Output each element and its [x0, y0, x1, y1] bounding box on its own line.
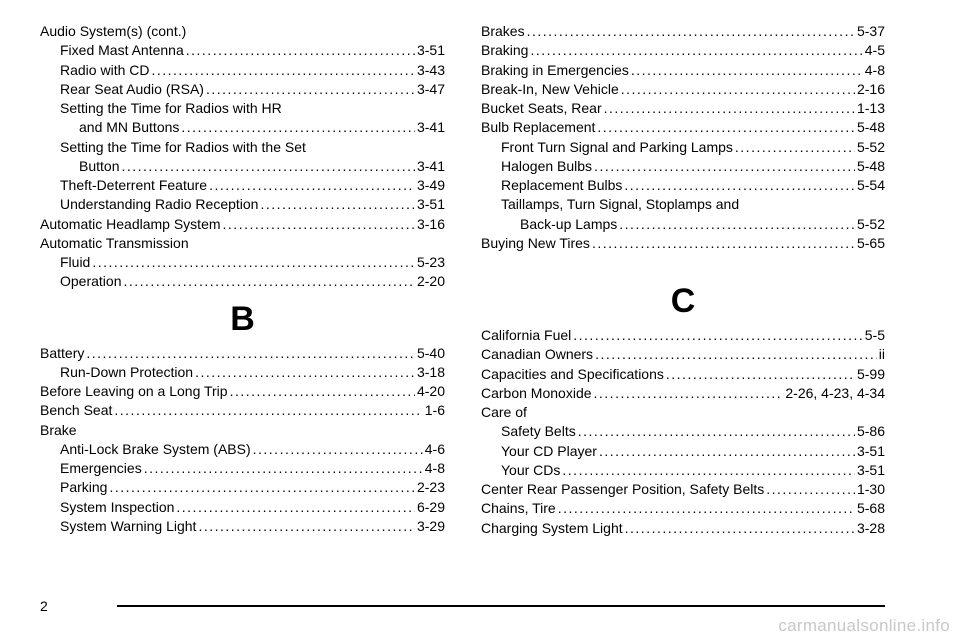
- index-heading: [40, 234, 445, 253]
- leader-dots: [631, 61, 863, 80]
- entry-text: Automatic Transmission: [40, 234, 189, 251]
- entry-page: 5-65: [856, 234, 885, 251]
- leader-dots: [121, 157, 414, 176]
- leader-dots: [253, 440, 423, 459]
- index-entry: [40, 478, 445, 497]
- leader-dots: [594, 157, 855, 176]
- leader-dots: [230, 382, 415, 401]
- entry-page: 2-20: [416, 273, 445, 290]
- entry-text: and MN Buttons: [79, 119, 180, 136]
- index-heading: [40, 138, 445, 157]
- entry-page: 4-8: [424, 460, 445, 476]
- entry-page: 1-30: [856, 481, 885, 497]
- entry-text: Chains, Tire: [481, 500, 556, 517]
- entry-page: 6-29: [416, 498, 445, 515]
- entry-text: Run-Down Protection: [60, 363, 194, 380]
- index-entry: [40, 401, 445, 420]
- index-entry: [40, 215, 445, 234]
- entry-text: Audio System(s) (cont.): [40, 23, 187, 39]
- index-heading: [40, 22, 445, 41]
- entry-page: 3-51: [416, 42, 445, 59]
- entry-text: Bench Seat: [40, 402, 113, 419]
- entry-page: 5-23: [416, 254, 445, 270]
- entry-page: 3-51: [416, 196, 445, 213]
- entry-text: Rear Seat Audio (RSA): [60, 80, 204, 97]
- entry-page: 5-52: [856, 138, 885, 155]
- index-entry: [40, 157, 445, 176]
- leader-dots: [114, 401, 422, 420]
- entry-page: 5-86: [856, 423, 885, 440]
- index-entry: [481, 365, 885, 384]
- entry-text: Understanding Radio Reception: [60, 196, 259, 213]
- entry-text: Break-In, New Vehicle: [481, 80, 619, 97]
- leader-dots: [578, 422, 855, 441]
- entry-text: Center Rear Passenger Position, Safety Belts: [481, 481, 765, 497]
- index-entry: [481, 157, 885, 176]
- entry-text: Operation: [60, 273, 122, 290]
- leader-dots: [209, 176, 415, 195]
- entry-page: 3-51: [856, 461, 885, 478]
- footer-rule: [117, 605, 885, 607]
- entry-page: 1-13: [856, 100, 885, 116]
- entry-page: 4-5: [864, 42, 885, 59]
- entry-text: Setting the Time for Radios with HR: [60, 100, 282, 116]
- page-number: 2: [40, 598, 48, 614]
- entry-text: Emergencies: [60, 460, 142, 476]
- entry-text: Braking in Emergencies: [481, 61, 629, 78]
- entry-page: 5-48: [856, 157, 885, 174]
- index-entry: [40, 363, 445, 382]
- entry-text: System Inspection: [60, 498, 175, 515]
- leader-dots: [604, 99, 855, 118]
- index-entry: [40, 118, 445, 137]
- index-entry: [481, 422, 885, 441]
- leader-dots: [109, 478, 415, 497]
- index-entry: [481, 61, 885, 80]
- leader-dots: [223, 215, 415, 234]
- entry-text: Charging System Light: [481, 519, 623, 536]
- section-gap: [481, 253, 885, 274]
- entry-page: 3-41: [416, 157, 445, 174]
- index-heading: [40, 99, 445, 118]
- leader-dots: [619, 215, 855, 234]
- entry-page: 4-8: [864, 61, 885, 78]
- index-entry: [481, 22, 885, 41]
- entry-text: Anti-Lock Brake System (ABS): [60, 440, 251, 457]
- entry-page: 3-28: [856, 519, 885, 536]
- index-entry: [40, 272, 445, 291]
- entry-text: Care of: [481, 404, 527, 420]
- index-entry: [481, 480, 885, 499]
- index-entry: [481, 99, 885, 118]
- leader-dots: [624, 176, 855, 195]
- leader-dots: [198, 517, 415, 536]
- entry-text: Radio with CD: [60, 61, 150, 78]
- index-entry: [481, 499, 885, 518]
- index-entry: [481, 176, 885, 195]
- entry-page: 5-48: [856, 119, 885, 136]
- entry-text: Carbon Monoxide: [481, 384, 592, 401]
- leader-dots: [206, 80, 415, 99]
- leader-dots: [592, 234, 855, 253]
- leader-dots: [625, 519, 855, 538]
- leader-dots: [186, 41, 415, 60]
- entry-page: 5-37: [856, 23, 885, 39]
- index-entry: [40, 41, 445, 60]
- index-entry: [40, 459, 445, 478]
- leader-dots: [599, 442, 855, 461]
- index-entry: [481, 41, 885, 60]
- entry-text: Buying New Tires: [481, 234, 590, 251]
- entry-page: 3-29: [416, 517, 445, 534]
- entry-text: Theft-Deterrent Feature: [60, 177, 208, 193]
- leader-dots: [597, 118, 855, 137]
- entry-text: System Warning Light: [60, 517, 197, 534]
- leader-dots: [176, 498, 415, 517]
- index-entry: [481, 80, 885, 99]
- index-heading: [481, 403, 885, 422]
- entry-text: Fixed Mast Antenna: [60, 42, 184, 59]
- leader-dots: [195, 363, 415, 382]
- leader-dots: [573, 326, 863, 345]
- entry-page: 5-52: [856, 215, 885, 232]
- entry-text: Brakes: [481, 23, 525, 39]
- index-entry: [481, 215, 885, 234]
- entry-page: 5-68: [856, 500, 885, 517]
- entry-text: Halogen Bulbs: [501, 157, 593, 174]
- index-entry: [481, 118, 885, 137]
- entry-page: 2-16: [856, 80, 885, 97]
- entry-text: Button: [79, 157, 120, 174]
- index-entry: [481, 461, 885, 480]
- index-entry: [40, 195, 445, 214]
- leader-dots: [562, 461, 855, 480]
- index-entry: [40, 344, 445, 363]
- entry-page: 3-41: [416, 119, 445, 136]
- leader-dots: [181, 118, 415, 137]
- leader-dots: [260, 195, 415, 214]
- leader-dots: [595, 345, 877, 364]
- entry-text: Your CDs: [501, 461, 561, 478]
- entry-text: Setting the Time for Radios with the Set: [60, 138, 306, 155]
- leader-dots: [86, 344, 415, 363]
- entry-page: 2-26, 4-23, 4-34: [785, 384, 885, 401]
- section-letter: C: [670, 282, 696, 320]
- entry-text: Your CD Player: [501, 442, 597, 459]
- entry-text: Bucket Seats, Rear: [481, 100, 602, 116]
- index-entry: [481, 345, 885, 364]
- watermark: carmanualsonline.info: [778, 616, 950, 635]
- entry-text: Fluid: [60, 254, 91, 270]
- index-entry: [481, 442, 885, 461]
- entry-page: 2-23: [416, 479, 445, 496]
- entry-page: 1-6: [424, 402, 445, 419]
- entry-page: 3-51: [856, 442, 885, 459]
- index-heading: [481, 195, 885, 214]
- entry-page: ii: [878, 346, 885, 363]
- entry-text: Front Turn Signal and Parking Lamps: [501, 138, 733, 155]
- leader-dots: [666, 365, 855, 384]
- entry-text: Braking: [481, 42, 529, 59]
- index-entry: [40, 440, 445, 459]
- index-entry: [40, 498, 445, 517]
- entry-text: Before Leaving on a Long Trip: [40, 383, 228, 399]
- leader-dots: [92, 253, 415, 272]
- index-entry: [40, 382, 445, 401]
- leader-dots: [123, 272, 414, 291]
- entry-page: 5-5: [864, 327, 885, 343]
- entry-text: Bulb Replacement: [481, 119, 596, 136]
- entry-page: 3-16: [416, 215, 445, 232]
- index-column-left: [40, 22, 445, 536]
- index-entry: [481, 326, 885, 345]
- entry-text: Brake: [40, 421, 77, 438]
- index-entry: [481, 384, 885, 403]
- entry-text: Capacities and Specifications: [481, 365, 664, 382]
- entry-text: California Fuel: [481, 327, 572, 343]
- entry-page: 5-40: [416, 344, 445, 361]
- entry-text: Parking: [60, 479, 108, 496]
- entry-page: 3-47: [416, 80, 445, 97]
- index-column-right: [481, 22, 885, 538]
- leader-dots: [735, 138, 855, 157]
- leader-dots: [144, 459, 423, 478]
- index-entry: [481, 234, 885, 253]
- index-entry: [40, 61, 445, 80]
- entry-text: Taillamps, Turn Signal, Stoplamps and: [501, 196, 740, 213]
- entry-page: 3-43: [416, 61, 445, 78]
- leader-dots: [527, 22, 855, 41]
- entry-text: Back-up Lamps: [520, 215, 618, 232]
- entry-page: 4-20: [416, 383, 445, 399]
- leader-dots: [594, 384, 784, 403]
- index-entry: [481, 138, 885, 157]
- leader-dots: [530, 41, 862, 60]
- index-entry: [40, 176, 445, 195]
- index-entry: [40, 80, 445, 99]
- entry-page: 4-6: [424, 440, 445, 457]
- entry-text: Automatic Headlamp System: [40, 215, 221, 232]
- entry-text: Replacement Bulbs: [501, 177, 623, 193]
- entry-page: 5-54: [856, 177, 885, 193]
- entry-page: 3-18: [416, 363, 445, 380]
- entry-page: 3-49: [416, 177, 445, 193]
- entry-page: 5-99: [856, 365, 885, 382]
- index-entry: [481, 519, 885, 538]
- leader-dots: [151, 61, 414, 80]
- entry-text: Canadian Owners: [481, 346, 594, 363]
- entry-text: Battery: [40, 344, 85, 361]
- entry-text: Safety Belts: [501, 423, 576, 440]
- leader-dots: [621, 80, 855, 99]
- leader-dots: [766, 480, 855, 499]
- index-entry: [40, 253, 445, 272]
- index-heading: [40, 421, 445, 440]
- leader-dots: [558, 499, 855, 518]
- index-entry: [40, 517, 445, 536]
- section-letter: B: [230, 299, 255, 338]
